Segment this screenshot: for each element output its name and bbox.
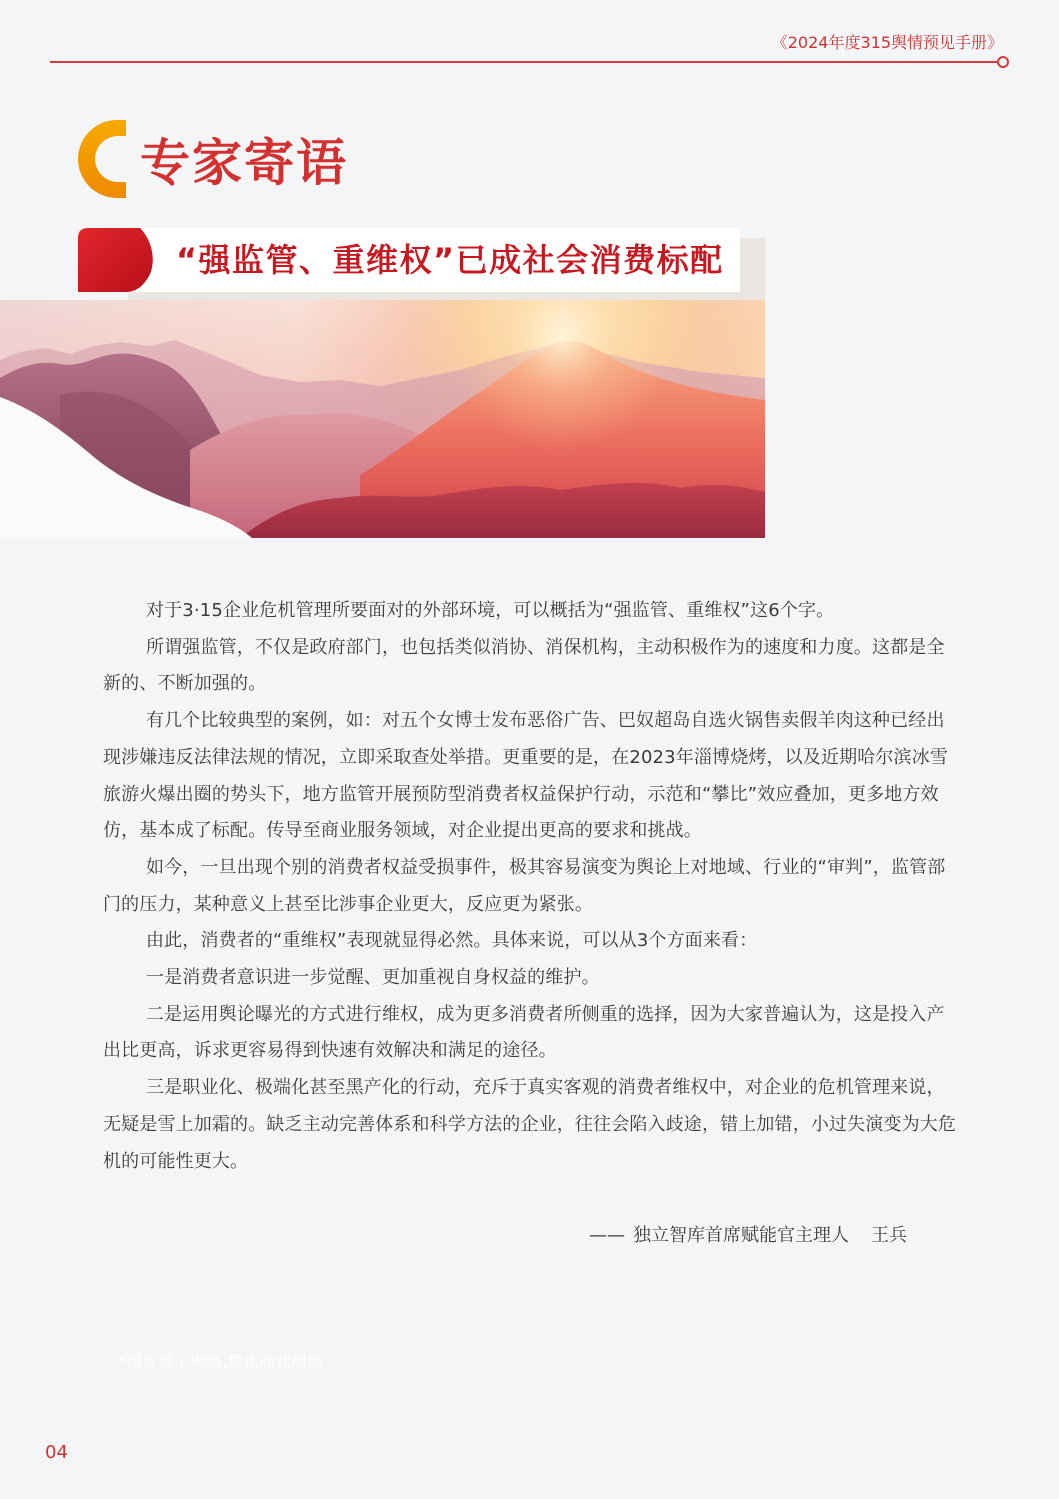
banner-red-accent (76, 226, 158, 296)
circle-icon (997, 56, 1009, 68)
paragraph: 对于3·15企业危机管理所要面对的外部环境，可以概括为“强监管、重维权”这6个字。 (146, 600, 835, 621)
page-number: 04 (45, 1442, 68, 1463)
hero-image (0, 300, 765, 538)
section-title: 专家寄语 (140, 134, 348, 192)
signature-dash: —— (589, 1225, 625, 1246)
paragraph: 二是运用舆论曝光的方式进行维权，成为更多消费者所侧重的选择，因为大家普遍认为，这是投入产出比更高，诉求更容易得到快速有效解决和满足的途径。 (103, 1003, 945, 1062)
paragraph: 如今，一旦出现个别的消费者权益受损事件，极其容易演变为舆论上对地域、行业的“审判”，监管部门的压力，某种意义上甚至比涉事企业更大，反应更为紧张。 (103, 856, 946, 915)
signature-role: 独立智库首席赋能官主理人 (633, 1225, 849, 1246)
paragraph: 有几个比较典型的案例，如：对五个女博士发布恶俗广告、巴奴超岛自选火锅售卖假羊肉这种已经出现涉嫌违反法律法规的情况，立即采取查处举措。更重要的是，在2023年淄博烧烤，以及近期哈尔滨冰雪旅游火爆出圈的势头下，地方监管开展预防型消费者权益保护行动，示范和“攀比”效应叠加，更多地方效仿，基本成了标配。传导至商业服务领域，对企业提出更高的要求和挑战。 (103, 710, 949, 842)
peak-glow (400, 300, 765, 500)
paragraph: 由此，消费者的“重维权”表现就显得必然。具体来说，可以从3个方面来看： (146, 930, 758, 952)
article-body (103, 593, 959, 1180)
c-letter-icon (76, 118, 130, 202)
header-rule (50, 61, 998, 63)
image-disclaimer: *图片源于网络,禁止商业用途 (118, 1352, 324, 1371)
signature-name: 王兵 (871, 1225, 907, 1246)
handbook-title: 《2024年度315舆情预见手册》 (771, 33, 1003, 52)
paragraph: 三是职业化、极端化甚至黑产化的行动，充斥于真实客观的消费者维权中，对企业的危机管理来说，无疑是雪上加霜的。缺乏主动完善体系和科学方法的企业，往往会陷入歧途，错上加错，小过失演变为大危机的可能性更大。 (103, 1077, 957, 1172)
paragraph: 一是消费者意识进一步觉醒、更加重视自身权益的维护。 (146, 967, 600, 989)
paragraph: 所谓强监管，不仅是政府部门，也包括类似消协、消保机构，主动积极作为的速度和力度。这都是全新的、不断加强的。 (103, 636, 945, 695)
signature (589, 1218, 907, 1254)
banner-headline: “强监管、重维权”已成社会消费标配 (176, 241, 724, 279)
